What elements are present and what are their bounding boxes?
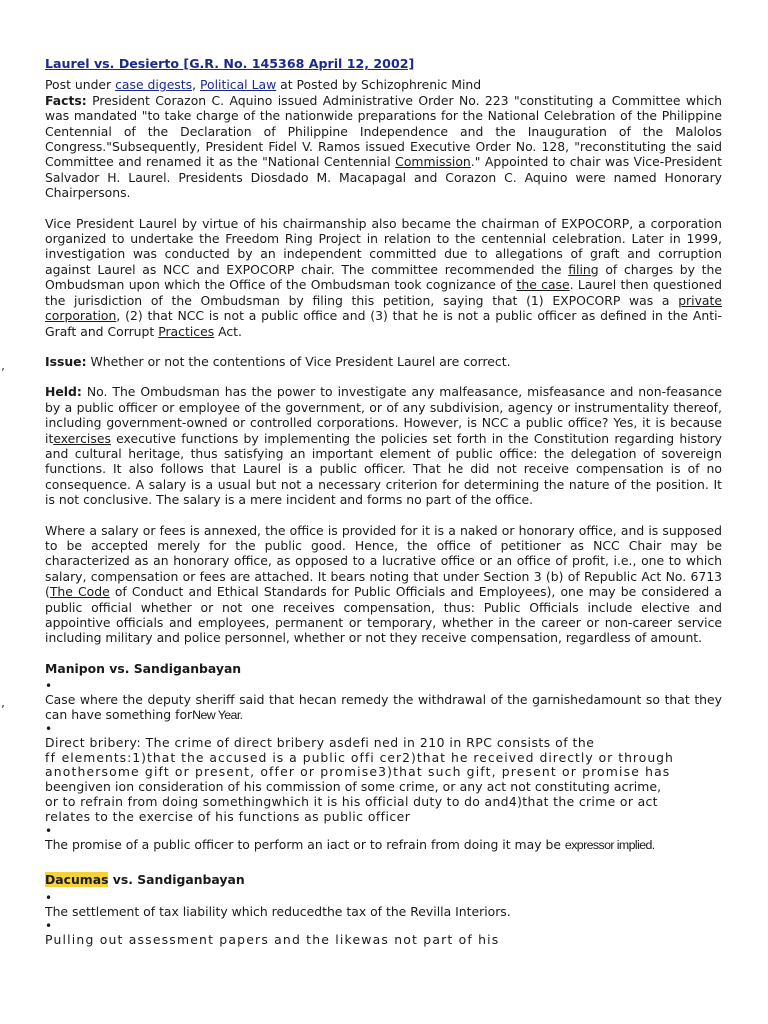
list-item-fragment: elements:1)that the accused is a public offi cer2)that he received directly or through <box>61 749 674 765</box>
margin-mark: ’ <box>1 703 5 717</box>
the-code-link[interactable]: The Code <box>49 584 110 600</box>
list-item-line: Direct bribery: The crime of direct bribery asdefi ned in 210 in RPC consists of the <box>45 734 595 750</box>
case-digests-link[interactable]: case digests <box>115 77 193 93</box>
bullet: • <box>45 918 53 933</box>
list-item: Pulling out assessment papers and the likewas not part of his <box>45 931 500 947</box>
list-item: The settlement of tax liability which reducedthe tax of the Revilla Interiors. <box>45 903 511 919</box>
list-item-line: relates to the exercise of his functions as public officer <box>45 808 411 824</box>
facts-text-end: ." Appointed to chair was Vice-President Salvador H. Laurel. Presidents Diosdado M. Macapagal and Corazon C. Aquino were named Honorary Chairpersons. <box>45 154 722 201</box>
honorary-office-paragraph <box>45 523 722 646</box>
issue-text: Whether or not the contentions of Vice President Laurel are correct. <box>86 353 511 369</box>
para-text: Vice President Laurel by virtue of his chairmanship also became the chairman of EXPOCORP, a corporation organized to undertake the Freedom Ring Project in relation to the centennial celebration. Later in 1999, investigation was conducted by an independent committed due to allegations of graft and corruption against Laurel as NCC and EXPOCORP chair. The committee recommended the <box>45 215 722 277</box>
exercises-link[interactable]: exercises <box>53 430 111 446</box>
byline-suffix: at Posted by Schizophrenic Mind <box>276 77 482 93</box>
byline-prefix: Post under <box>45 77 116 93</box>
bullet: • <box>45 823 53 838</box>
list-item-text: The promise of a public officer to perform an iact or to refrain from doing it may be <box>45 836 565 852</box>
facts-label: Facts: <box>45 92 87 108</box>
held-label: Held: <box>45 384 82 400</box>
para-text: Where a salary or fees is annexed, the office is provided for it is a naked or honorary office, and is supposed to be accepted merely for the public good. Hence, the office of petitioner as NCC Chair may be characterized as an honorary office, as opposed to a lucrative office or an office of profit, i.e., one to which salary, compensation or fees are attached. It bears noting that under Section 3 (b) of Republic Act No. 6713 ( <box>45 522 722 600</box>
bullet: • <box>45 679 53 694</box>
para-text: Act. <box>214 323 242 339</box>
dacumas-heading <box>45 872 722 887</box>
manipon-heading: Manipon vs. Sandiganbayan <box>45 660 242 676</box>
margin-mark: ’ <box>1 366 5 380</box>
list-item-line: or to refrain from doing somethingwhich it is his official duty to do and4)that the crime or act <box>45 794 658 809</box>
commission-link[interactable]: Commission <box>395 154 471 170</box>
list-item-fragment: ff <box>45 749 62 765</box>
practices-link[interactable]: Practices <box>158 323 215 339</box>
bullet: • <box>45 721 53 736</box>
dacumas-heading-rest: vs. Sandiganbayan <box>108 872 245 888</box>
bullet: • <box>45 890 53 905</box>
held-paragraph <box>45 384 722 507</box>
list-item <box>45 736 722 825</box>
facts-text: President Corazon C. Aquino issued Administrative Order No. 223 "constituting a Committee which was mandated "to take charge of the nationwide preparations for the National Celebration of the Philippine Centennial of the Declaration of Philippine Independence and the Inauguration of the Malolos Congress."Subsequently, President Fidel V. Ramos issued Executive Order No. 128, "reconstituting the said Committee and renamed it as the "National Centennial <box>45 92 722 170</box>
byline <box>45 77 722 92</box>
held-text: No. The Ombudsman has the power to investigate any malfeasance, misfeasance and non-feasance by a public officer or employee of the government, or of any subdivision, agency or instrumentality thereof, including government-owned or controlled corporations. However, is NCC a public office? Yes, it is because it <box>45 384 722 446</box>
list-item-text: New Year. <box>192 708 243 723</box>
issue-label: Issue: <box>45 353 87 369</box>
facts-paragraph <box>45 93 722 201</box>
held-text: executive functions by implementing the policies set forth in the Constitution regarding history and cultural heritage, thus satisfying an important element of public office: the delegation of sovereign functions. It also follows that Laurel is a public officer. That he did not receive compensation is of no consequence. A salary is a usual but not a necessary criterion for determining the nature of the position. It is not conclusive. The salary is a mere incident and forms no part of the office. <box>45 430 722 508</box>
political-law-link[interactable]: Political Law <box>199 77 277 93</box>
issue-paragraph <box>45 354 722 369</box>
list-item-line <box>45 751 722 766</box>
para-text: of charges by the Ombudsman upon which the Office of the Ombudsman took cognizance of <box>45 261 722 293</box>
expocorp-paragraph <box>45 216 722 339</box>
filing-link[interactable]: filing <box>568 261 599 277</box>
list-item <box>45 693 722 723</box>
private-corporation-link[interactable]: private corporation <box>45 292 722 324</box>
list-item-line: anothersome gift or present, offer or promise3)that such gift, present or promise has <box>45 764 671 780</box>
list-item-text: expressor implied. <box>564 837 655 852</box>
document-body <box>45 56 722 947</box>
para-text: , (2) that NCC is not a public office and (3) that he is not a public officer as defined in the Anti-Graft and Corrupt <box>45 308 722 339</box>
para-text: of Conduct and Ethical Standards for Public Officials and Employees), one may be considered a public official whether or not one receives compensation, thus: Public Officials include elective and appointive officials and employees, permanent or temporary, whether in the career or non-career service including military and police personnel, whether or not they receive compensation, regardless of amount. <box>45 584 722 646</box>
list-item-text: Case where the deputy sheriff said that hecan remedy the withdrawal of the garnishedamount so that they can have something for <box>45 692 722 723</box>
page-title[interactable]: Laurel vs. Desierto [G.R. No. 145368 April 12, 2002] <box>45 56 415 71</box>
list-item-line: beengiven ion consideration of his commission of some crime, or any act not constituting acrime, <box>45 779 662 795</box>
byline-separator: , <box>192 77 200 93</box>
the-case-link[interactable]: the case <box>516 277 570 293</box>
para-text: . Laurel then questioned the jurisdiction of the Ombudsman by filing this petition, saying that (1) EXPOCORP was a <box>45 277 723 308</box>
list-item <box>45 838 722 853</box>
highlighted-text: Dacumas <box>45 872 109 888</box>
